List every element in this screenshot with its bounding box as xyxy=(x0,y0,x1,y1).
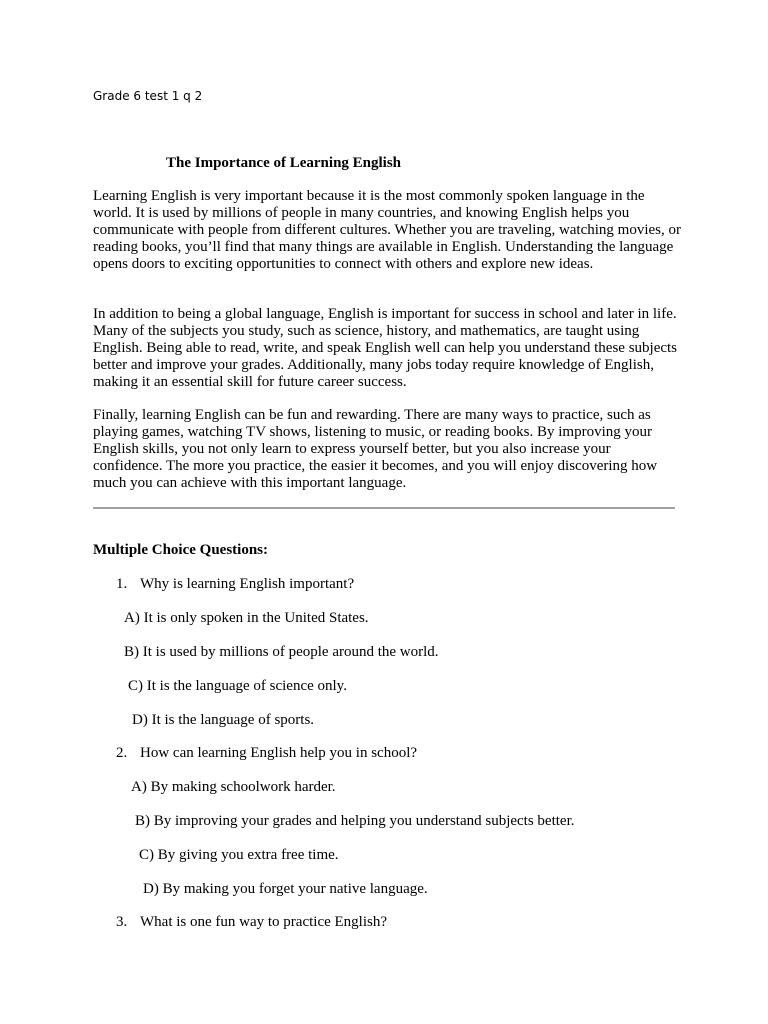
article-paragraph-2: In addition to being a global language, English is important for success in school and later in life. Many of the subjects you study, such as science, history, and mathematics, are taught using English. Being able to read, write, and speak English well can help you understand these subjects better and improve your grades. Additionally, many jobs today require knowledge of English, making it an essential skill for future career success. xyxy=(93,306,678,390)
question-1-number: 1. xyxy=(116,576,128,592)
horizontal-divider xyxy=(93,507,675,509)
question-2-option-c: C) By giving you extra free time. xyxy=(139,847,339,863)
question-2-option-a: A) By making schoolwork harder. xyxy=(131,779,336,795)
question-2-number: 2. xyxy=(116,745,128,761)
question-1-option-d: D) It is the language of sports. xyxy=(132,712,315,728)
article-title: The Importance of Learning English xyxy=(166,155,402,171)
question-3-number: 3. xyxy=(116,914,128,930)
question-2-text: How can learning English help you in school? xyxy=(140,745,418,761)
article-paragraph-3: Finally, learning English can be fun and rewarding. There are many ways to practice, such as playing games, watching TV shows, listening to music, or reading books. By improving your English skills, you not only learn to express yourself better, but you also increase your confidence. The more you practice, the easier it becomes, and you will enjoy discovering how much you can achieve with this important language. xyxy=(93,407,658,491)
question-1-option-c: C) It is the language of science only. xyxy=(128,678,347,694)
question-2-option-b: B) By improving your grades and helping you understand subjects better. xyxy=(135,813,575,829)
mcq-heading: Multiple Choice Questions: xyxy=(93,542,268,558)
question-1-option-a: A) It is only spoken in the United States. xyxy=(124,610,369,626)
question-2-option-d: D) By making you forget your native language. xyxy=(143,881,428,897)
question-1-option-b: B) It is used by millions of people around the world. xyxy=(124,644,439,660)
question-3-text: What is one fun way to practice English? xyxy=(140,914,388,930)
test-header-label: Grade 6 test 1 q 2 xyxy=(93,89,203,103)
article-paragraph-1: Learning English is very important because it is the most commonly spoken language in the world. It is used by millions of people in many countries, and knowing English helps you communicate with people from different cultures. Whether you are traveling, watching movies, or reading books, you’ll find that many things are available in English. Understanding the language opens doors to exciting opportunities to connect with others and explore new ideas. xyxy=(93,188,682,272)
question-1-text: Why is learning English important? xyxy=(140,576,355,592)
